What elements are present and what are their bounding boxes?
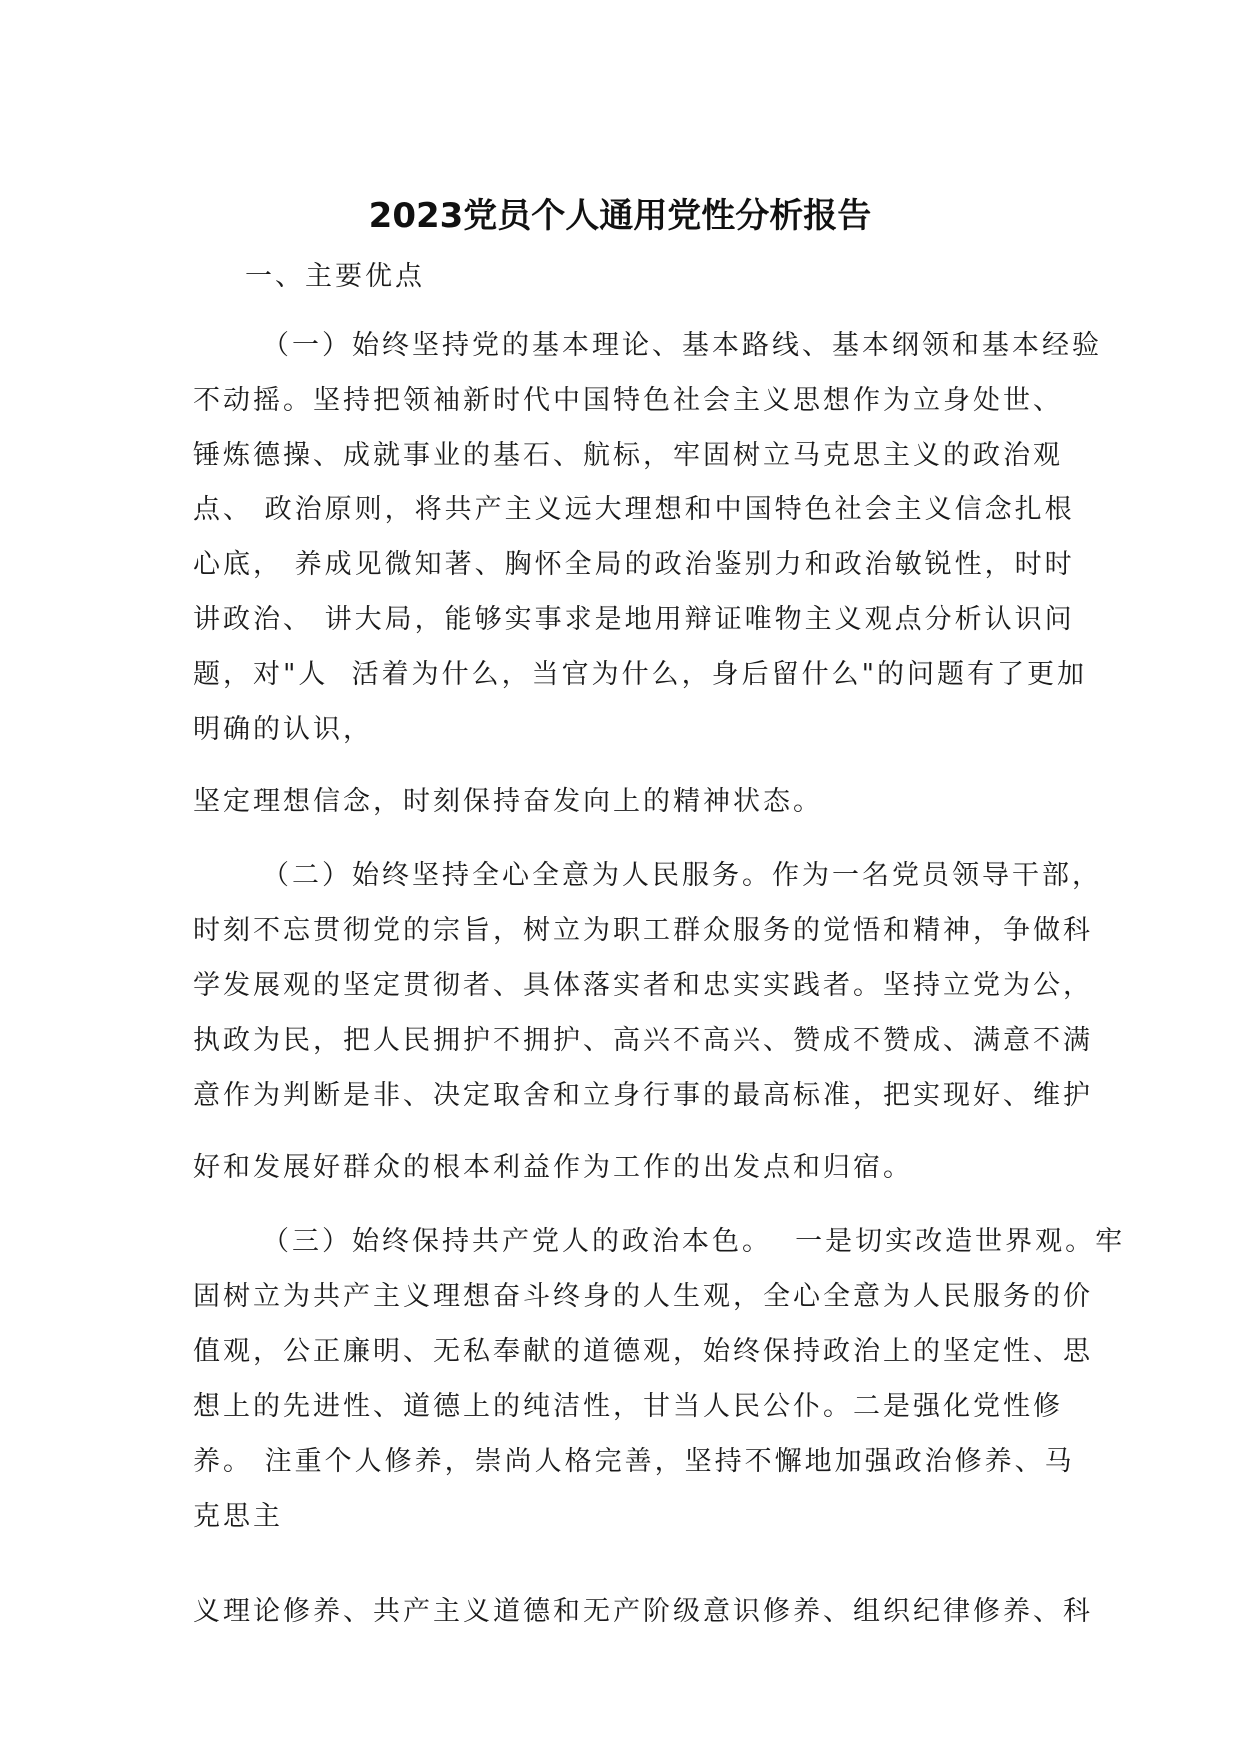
paragraph-line: 义理论修养、共产主义道德和无产阶级意识修养、组织纪律修养、科 <box>193 1596 1093 1627</box>
paragraph-line: 值观，公正廉明、无私奉献的道德观，始终保持政治上的坚定性、思 <box>193 1336 1093 1367</box>
paragraph-line: 点、 政治原则，将共产主义远大理想和中国特色社会主义信念扎根 <box>193 494 1075 525</box>
paragraph-line: 不动摇。坚持把领袖新时代中国特色社会主义思想作为立身处世、 <box>193 385 1063 416</box>
paragraph-line: （二）始终坚持全心全意为人民服务。作为一名党员领导干部， <box>262 860 1102 891</box>
paragraph-line: 执政为民，把人民拥护不拥护、高兴不高兴、赞成不赞成、满意不满 <box>193 1025 1093 1056</box>
paragraph-line: 讲政治、 讲大局，能够实事求是地用辩证唯物主义观点分析认识问 <box>193 604 1075 635</box>
paragraph-line: 养。 注重个人修养，崇尚人格完善，坚持不懈地加强政治修养、马 <box>193 1446 1075 1477</box>
document-title: 2023党员个人通用党性分析报告 <box>368 196 872 236</box>
paragraph-line: 明确的认识， <box>193 714 373 745</box>
paragraph-line: 克思主 <box>193 1501 283 1532</box>
paragraph-line: 心底， 养成见微知著、胸怀全局的政治鉴别力和政治敏锐性，时时 <box>193 549 1075 580</box>
paragraph-line: 锤炼德操、成就事业的基石、航标，牢固树立马克思主义的政治观 <box>193 440 1063 471</box>
paragraph-line: 坚定理想信念，时刻保持奋发向上的精神状态。 <box>193 786 823 817</box>
paragraph-line: （三）始终保持共产党人的政治本色。 一是切实改造世界观。牢 <box>262 1226 1126 1257</box>
paragraph-line: 题，对"人 活着为什么，当官为什么，身后留什么"的问题有了更加 <box>193 659 1088 690</box>
paragraph-line: 意作为判断是非、决定取舍和立身行事的最高标准，把实现好、维护 <box>193 1080 1093 1111</box>
paragraph-line: 好和发展好群众的根本利益作为工作的出发点和归宿。 <box>193 1152 913 1183</box>
paragraph-line: 学发展观的坚定贯彻者、具体落实者和忠实实践者。坚持立党为公， <box>193 970 1093 1001</box>
paragraph-line: 时刻不忘贯彻党的宗旨，树立为职工群众服务的觉悟和精神，争做科 <box>193 915 1093 946</box>
paragraph-line: （一）始终坚持党的基本理论、基本路线、基本纲领和基本经验 <box>262 330 1102 361</box>
paragraph-line: 想上的先进性、道德上的纯洁性，甘当人民公仆。二是强化党性修 <box>193 1391 1063 1422</box>
section-heading: 一、主要优点 <box>245 261 425 292</box>
paragraph-line: 固树立为共产主义理想奋斗终身的人生观，全心全意为人民服务的价 <box>193 1281 1093 1312</box>
